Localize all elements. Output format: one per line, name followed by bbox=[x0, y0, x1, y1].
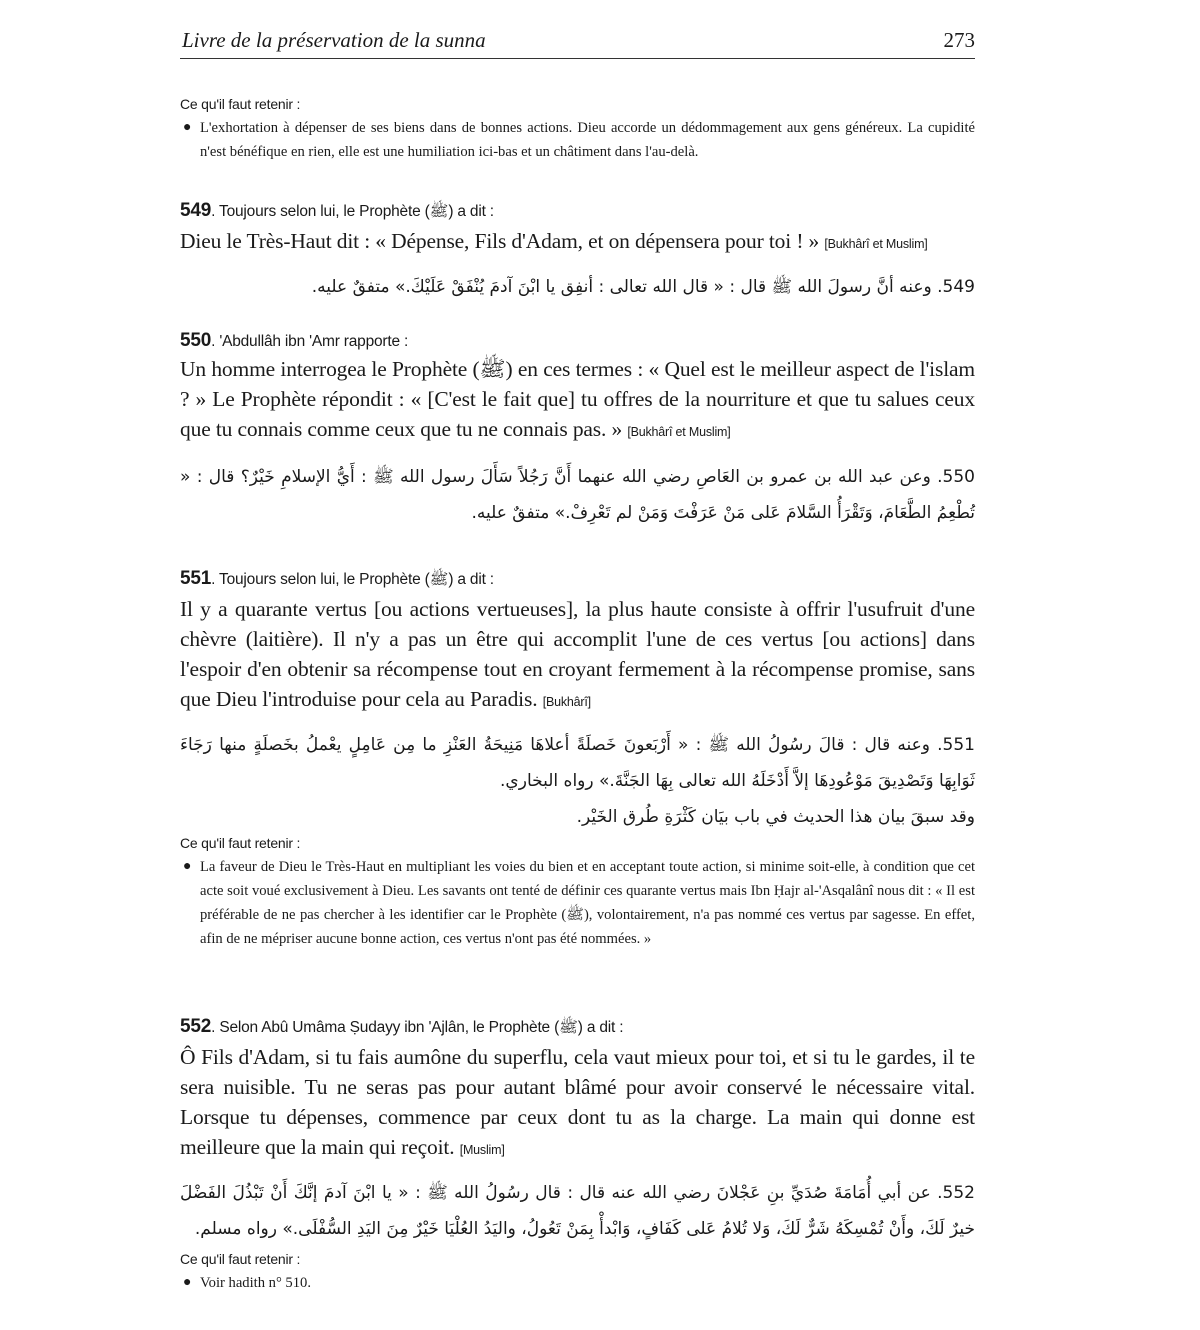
hadith-arabic: 550. وعن عبد الله بن عمرو بن العَاصِ رضي الله عنهما أَنَّ رَجُلاً سَأَلَ رسول الله ﷺ : أَيُّ الإسلامِ خَيْرٌ؟ قال : « تُطْعِمُ الطَّعَامَ، وَتَقْرَأُ السَّلامَ عَلى مَنْ عَرَفْتَ وَمَنْ لم تَعْرِفْ.» متفقٌ عليه. bbox=[180, 467, 975, 523]
bullet-icon: ● bbox=[183, 120, 192, 135]
hadith-arabic-note: وقد سبقَ بيان هذا الحديث في باب بيَان كَثْرَةِ طُرق الخَيْر. bbox=[576, 807, 975, 827]
hadith-translation: Il y a quarante vertus [ou actions vertueuses], la plus haute consiste à offrir l'usufruit d'une chèvre (laitière). Il n'y a pas un être qui accomplit l'une de ces vertus [ou actions] dans l'espoir d'en obtenir sa récompense tout en croyant fermement à la récompense promise, sans que Dieu l'introduise pour cela au Paradis. [Bukhârî] bbox=[180, 597, 975, 711]
hadith-heading: 551. Toujours selon lui, le Prophète (ﷺ) a dit : bbox=[180, 568, 494, 589]
hadith-translation: Ô Fils d'Adam, si tu fais aumône du superflu, cela vaut mieux pour toi, et si tu le gardes, il te sera nuisible. Tu ne seras pas pour autant blâmé pour avoir conservé le nécessaire vital. Lorsque tu dépenses, commence par ceux dont tu as la charge. La main qui donne est meilleure que la main qui reçoit. [Muslim] bbox=[180, 1045, 975, 1159]
hadith-heading: 552. Selon Abû Umâma Ṣudayy ibn 'Ajlân, le Prophète (ﷺ) a dit : bbox=[180, 1016, 624, 1037]
retain-bullet: ● L'exhortation à dépenser de ses biens dans de bonnes actions. Dieu accorde un dédommagement aux gens généreux. La cupidité n'est bénéfique en rien, elle est une humiliation ici-bas et un châtiment dans l'au-delà. bbox=[180, 116, 975, 164]
hadith-552 bbox=[180, 1016, 975, 1295]
page-number: 273 bbox=[943, 28, 975, 52]
retain-bullet: ● Voir hadith n° 510. bbox=[180, 1271, 975, 1295]
hadith-number: 550 bbox=[180, 330, 212, 351]
retain-bullet: ● La faveur de Dieu le Très-Haut en multipliant les voies du bien et en acceptant toute action, si minime soit-elle, à condition que cet acte soit voué exclusivement à Dieu. Les savants ont tenté de définir ces quarante vertus mais Ibn Ḥajr al-'Asqalânî nous dit : « Il est préférable de ne pas chercher à les identifier car le Prophète (ﷺ), volontairement, n'a pas nommé ces vertus par sagesse. En effet, afin de ne mépriser aucune bonne action, ces vertus n'ont pas été nommées. » bbox=[180, 855, 975, 951]
hadith-number: 552 bbox=[180, 1016, 212, 1037]
intro-retain-note bbox=[180, 96, 975, 164]
retain-label: Ce qu'il faut retenir : bbox=[180, 835, 301, 851]
bullet-icon: ● bbox=[183, 859, 192, 874]
hadith-source: [Bukhârî et Muslim] bbox=[627, 425, 731, 439]
hadith-source: [Muslim] bbox=[459, 1143, 505, 1157]
hadith-arabic: 551. وعنه قال : قالَ رسُولُ الله ﷺ : « أَرْبَعونَ خَصلَةً أعلاهَا مَنِيحَةُ العَنْزِ ما مِن عَامِلٍ يعْملُ بخَصلَةٍ منها رَجَاءَ ثَوَابِهَا وَتَصْدِيقَ مَوْعُودِهَا إلاَّ أَدْخَلَهُ الله تعالى بِهَا الجَنَّةَ.» رواه البخاري. bbox=[180, 735, 975, 791]
hadith-551 bbox=[180, 568, 975, 951]
hadith-549 bbox=[180, 200, 975, 305]
running-title: Livre de la préservation de la sunna bbox=[182, 28, 486, 52]
retain-label: Ce qu'il faut retenir : bbox=[180, 1251, 301, 1267]
running-header bbox=[180, 28, 975, 58]
header-rule bbox=[180, 58, 975, 59]
hadith-translation: Dieu le Très-Haut dit : « Dépense, Fils d'Adam, et on dépensera pour toi ! » [Bukhârî et Muslim] bbox=[180, 229, 928, 253]
hadith-heading: 550. 'Abdullâh ibn 'Amr rapporte : bbox=[180, 330, 409, 351]
hadith-source: [Bukhârî et Muslim] bbox=[824, 237, 928, 251]
hadith-arabic: 552. عن أبي أُمَامَةَ صُدَيِّ بنِ عَجْلانَ رضي الله عنه قال : قال رسُولُ الله ﷺ : « يا ابْنَ آدمَ إنَّكَ أَنْ تَبْذُلَ الفَضْلَ خيرٌ لَكَ، وأَنْ تُمْسِكَهُ شَرٌّ لَكَ، وَلا تُلامُ عَلى كَفَافٍ، وَابْدأْ بِمَنْ تَعُولُ، واليَدُ العُلْيَا خَيْرٌ مِنَ اليَدِ السُّفْلَى.» رواه مسلم. bbox=[180, 1183, 975, 1239]
retain-label: Ce qu'il faut retenir : bbox=[180, 96, 301, 112]
bullet-icon: ● bbox=[183, 1275, 192, 1290]
hadith-number: 551 bbox=[180, 568, 212, 589]
hadith-heading: 549. Toujours selon lui, le Prophète (ﷺ) a dit : bbox=[180, 200, 494, 221]
hadith-source: [Bukhârî] bbox=[542, 695, 591, 709]
hadith-arabic: 549. وعنه أنَّ رسولَ الله ﷺ قال : « قال الله تعالى : أنفِق يا ابْنَ آدمَ يُنْفَقْ عَلَيْكَ.» متفقٌ عليه. bbox=[311, 277, 975, 297]
hadith-number: 549 bbox=[180, 200, 212, 221]
hadith-550 bbox=[180, 330, 975, 531]
hadith-translation: Un homme interrogea le Prophète (ﷺ) en ces termes : « Quel est le meilleur aspect de l'islam ? » Le Prophète répondit : « [C'est le fait que] tu offres de la nourriture et que tu salues ceux que tu connais comme ceux que tu ne connais pas. » [Bukhârî et Muslim] bbox=[180, 357, 975, 441]
